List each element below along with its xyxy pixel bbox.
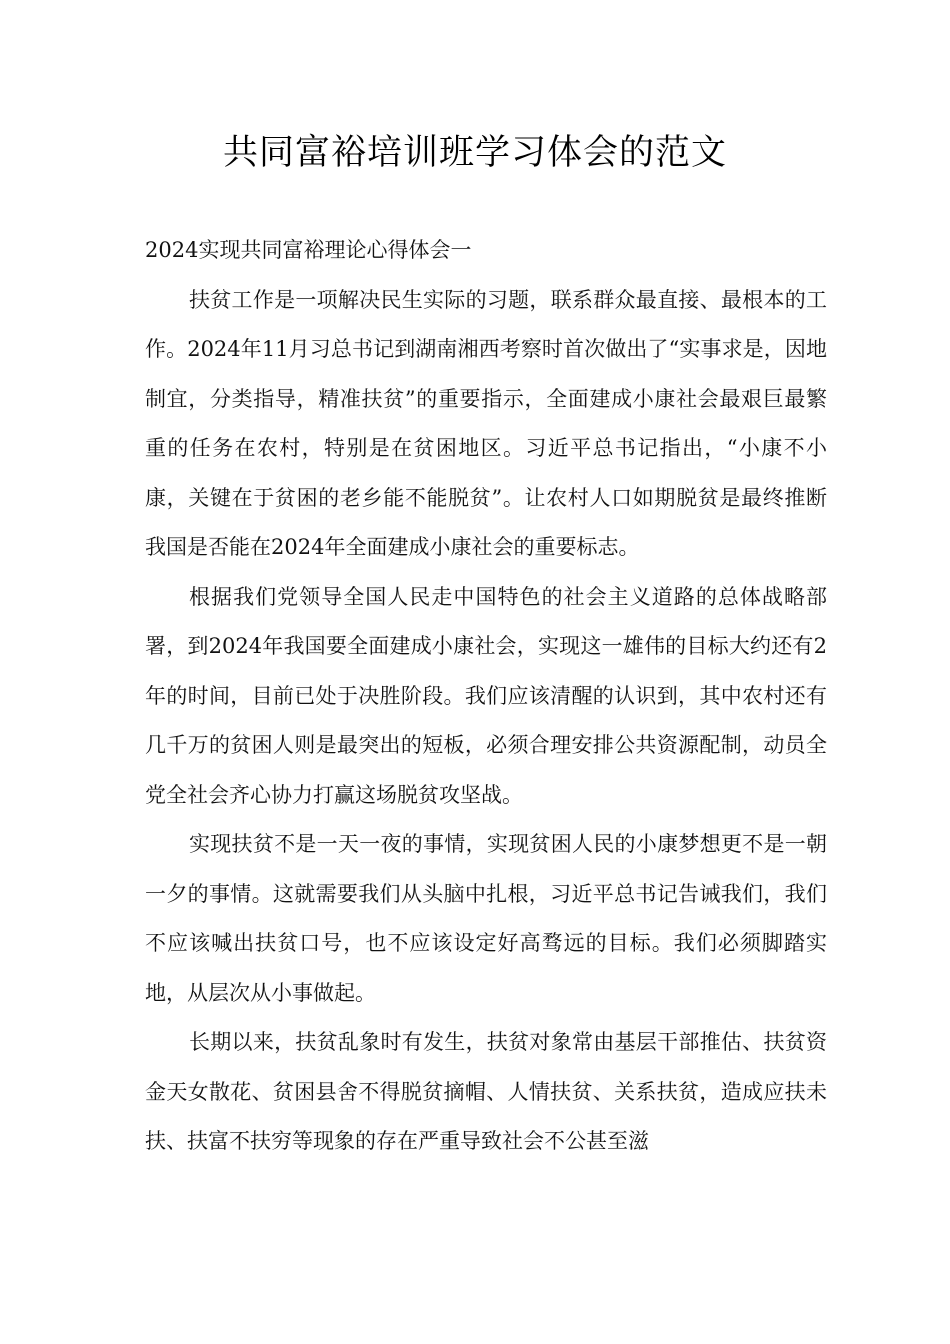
document-subtitle: 2024实现共同富裕理论心得体会一 bbox=[145, 238, 472, 262]
paragraph: 长期以来，扶贫乱象时有发生，扶贫对象常由基层干部推估、扶贫资金天女散花、贫困县舍不得脱贫摘帽、人情扶贫、关系扶贫，造成应扶未扶、扶富不扶穷等现象的存在严重导致社会不公甚至滋 bbox=[145, 1030, 827, 1153]
document-body bbox=[145, 226, 827, 1167]
paragraph: 扶贫工作是一项解决民生实际的习题，联系群众最直接、最根本的工作。2024年11月习总书记到湖南湘西考察时首次做出了“实事求是，因地制宜，分类指导，精准扶贫”的重要指示，全面建成小康社会最艰巨最繁重的任务在农村，特别是在贫困地区。习近平总书记指出，“小康不小康，关键在于贫困的老乡能不能脱贫”。让农村人口如期脱贫是最终推断我国是否能在2024年全面建成小康社会的重要标志。 bbox=[145, 287, 827, 559]
document-title: 共同富裕培训班学习体会的范文 bbox=[222, 133, 727, 173]
paragraph: 实现扶贫不是一天一夜的事情，实现贫困人民的小康梦想更不是一朝一夕的事情。这就需要我们从头脑中扎根，习近平总书记告诫我们，我们不应该喊出扶贫口号，也不应该设定好高骛远的目标。我们必须脚踏实地，从层次从小事做起。 bbox=[145, 832, 827, 1005]
paragraph: 根据我们党领导全国人民走中国特色的社会主义道路的总体战略部署，到2024年我国要全面建成小康社会，实现这一雄伟的目标大约还有2年的时间，目前已处于决胜阶段。我们应该清醒的认识到，其中农村还有几千万的贫困人则是最突出的短板，必须合理安排公共资源配制，动员全党全社会齐心协力打赢这场脱贫攻坚战。 bbox=[145, 584, 827, 807]
